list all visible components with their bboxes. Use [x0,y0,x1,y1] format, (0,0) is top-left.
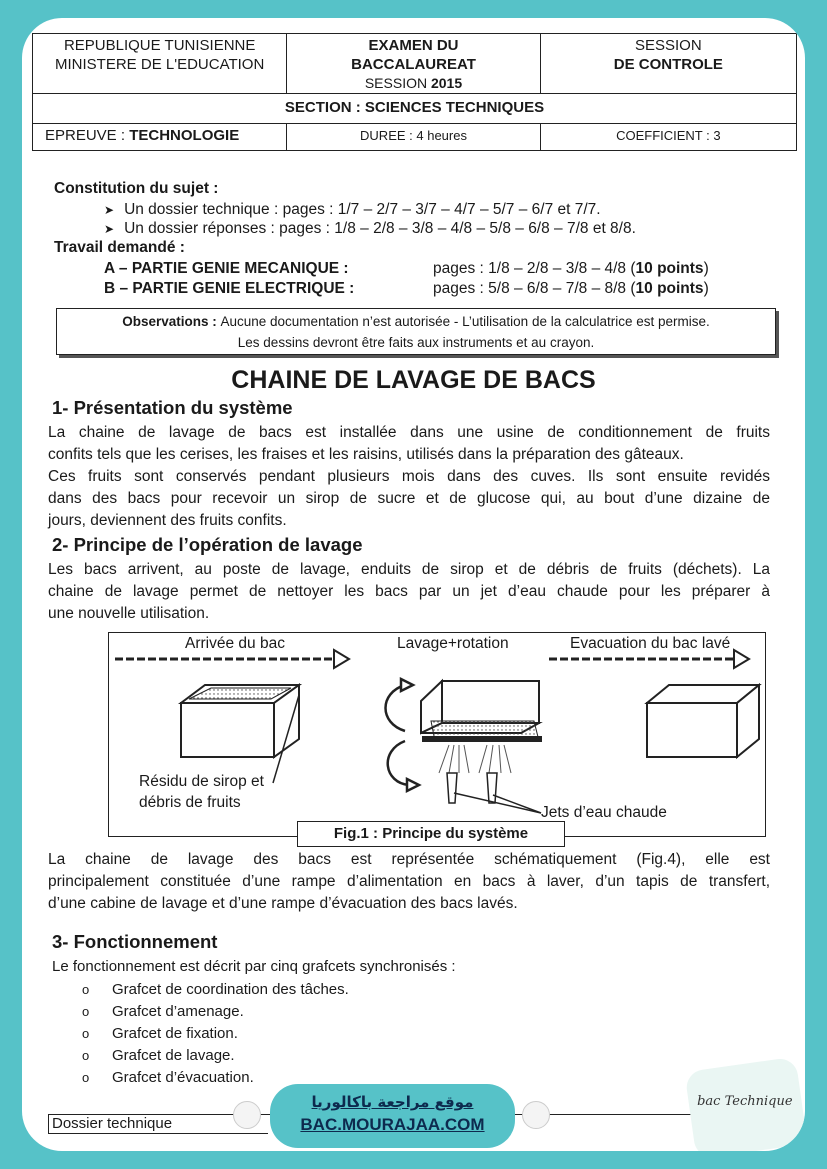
exam-title-cell: EXAMEN DU BACCALAUREAT SESSION 2015 [287,34,540,93]
travail-part-a-pages: pages : 1/8 – 2/8 – 3/8 – 4/8 (10 points) [433,260,709,277]
section3-intro: Le fonctionnement est décrit par cinq grafcets synchronisés : [52,958,456,975]
list-item: o Grafcet de coordination des tâches. [82,979,349,1001]
site-banner[interactable] [270,1084,515,1148]
figure-washing-label: Lavage+rotation [397,635,509,652]
figure-residue-label: Résidu de sirop et débris de fruits [139,773,264,811]
arrow-bullet-icon: ➤ [104,222,115,236]
figure-jets-label: Jets d’eau chaude [541,804,667,821]
figure-caption: Fig.1 : Principe du système [297,821,565,847]
coefficient-cell: COEFFICIENT : 3 [616,128,721,143]
chain-description-paragraph: La chaine de lavage des bacs est représentée schématiquement (Fig.4), elle est principalement constituée d’une rampe d’alimentation en bacs à laver, d’un tapis de transfert, d’une cabine de lavage et d’une rampe d’évacuation des bacs lavés. [48,851,770,912]
circle-bullet-icon: o [82,1070,90,1085]
rotation-arrows-icon [386,679,420,791]
section1-title: 1- Présentation du système [52,397,293,418]
washing-bin-icon [421,681,541,741]
epreuve-cell: EPREUVE : TECHNOLOGIE [33,124,287,150]
clean-bin-icon [647,685,759,757]
section1-paragraph: La chaine de lavage de bacs est installée dans une usine de conditionnement de fruits confits tels que les cerises, les fraises et les raisins, utilisés dans la préparation des gâteaux. Ces fruits sont conservés pendant plusieurs mois dans des cuves. Ils sont ensuite revidés dans des bacs pour recevoir un sirop de sucre et de glucose qui, au bout d’une dizaine de jours, deviennent des fruits confits. [48,424,770,529]
section2-paragraph: Les bacs arrivent, au poste de lavage, enduits de sirop et de débris de fruits (déchets). La chaine de lavage permet de nettoyer les bacs par un jet d’eau chaude pour les préparer à une nouvelle utilisation. [48,561,770,622]
duree-cell: DUREE : 4 heures [287,124,540,150]
banner-arabic-text[interactable]: موقع مراجعة باكالوريا [311,1093,474,1111]
travail-part-b-pages: pages : 5/8 – 6/8 – 7/8 – 8/8 (10 points) [433,280,709,297]
list-item: o Grafcet d’évacuation. [82,1067,349,1089]
session-cell: SESSION DE CONTROLE [613,37,723,73]
exam-header-table [32,33,797,151]
site-logo-icon [522,1101,550,1129]
observations-box: Observations : Aucune documentation n’est autorisée - L’utilisation de la calculatrice est permise. Les dessins devront être faits aux instruments et au crayon. [56,308,776,355]
banner-url-link[interactable]: BAC.MOURAJAA.COM [300,1115,485,1134]
travail-part-b-label: B – PARTIE GENIE ELECTRIQUE : [104,280,355,297]
travail-part-a-label: A – PARTIE GENIE MECANIQUE : [104,260,349,277]
site-logo-icon [233,1101,261,1129]
travail-title: Travail demandé : [54,239,185,256]
constitution-title: Constitution du sujet : [54,180,219,197]
constitution-item: ➤ Un dossier réponses : pages : 1/8 – 2/8 – 3/8 – 4/8 – 5/8 – 6/8 – 7/8 et 8/8. [104,220,636,237]
circle-bullet-icon: o [82,1026,90,1041]
circle-bullet-icon: o [82,1048,90,1063]
footer-dossier-label: Dossier technique [48,1114,268,1134]
list-item: o Grafcet de fixation. [82,1023,349,1045]
list-item: o Grafcet de lavage. [82,1045,349,1067]
ministry-cell: REPUBLIQUE TUNISIENNE MINISTERE DE L'EDUCATION [33,34,287,93]
grafcet-list [82,979,349,1089]
section3-title: 3- Fonctionnement [52,931,218,952]
figure-arrival-label: Arrivée du bac [185,635,285,652]
list-item: o Grafcet d’amenage. [82,1001,349,1023]
main-title: CHAINE DE LAVAGE DE BACS [231,366,596,394]
circle-bullet-icon: o [82,982,90,997]
dirty-bin-icon [181,685,299,757]
arrow-bullet-icon: ➤ [104,203,115,217]
section-cell: SECTION : SCIENCES TECHNIQUES [284,99,545,116]
circle-bullet-icon: o [82,1004,90,1019]
water-jets-icon [439,745,511,803]
section2-title: 2- Principe de l’opération de lavage [52,534,363,555]
bac-technique-logo: bac Technique [684,1057,805,1151]
exam-page [22,18,805,1151]
figure-principle [108,632,766,837]
figure-evacuation-label: Evacuation du bac lavé [570,635,731,652]
constitution-item: ➤ Un dossier technique : pages : 1/7 – 2/7 – 3/7 – 4/7 – 5/7 – 6/7 et 7/7. [104,201,601,218]
